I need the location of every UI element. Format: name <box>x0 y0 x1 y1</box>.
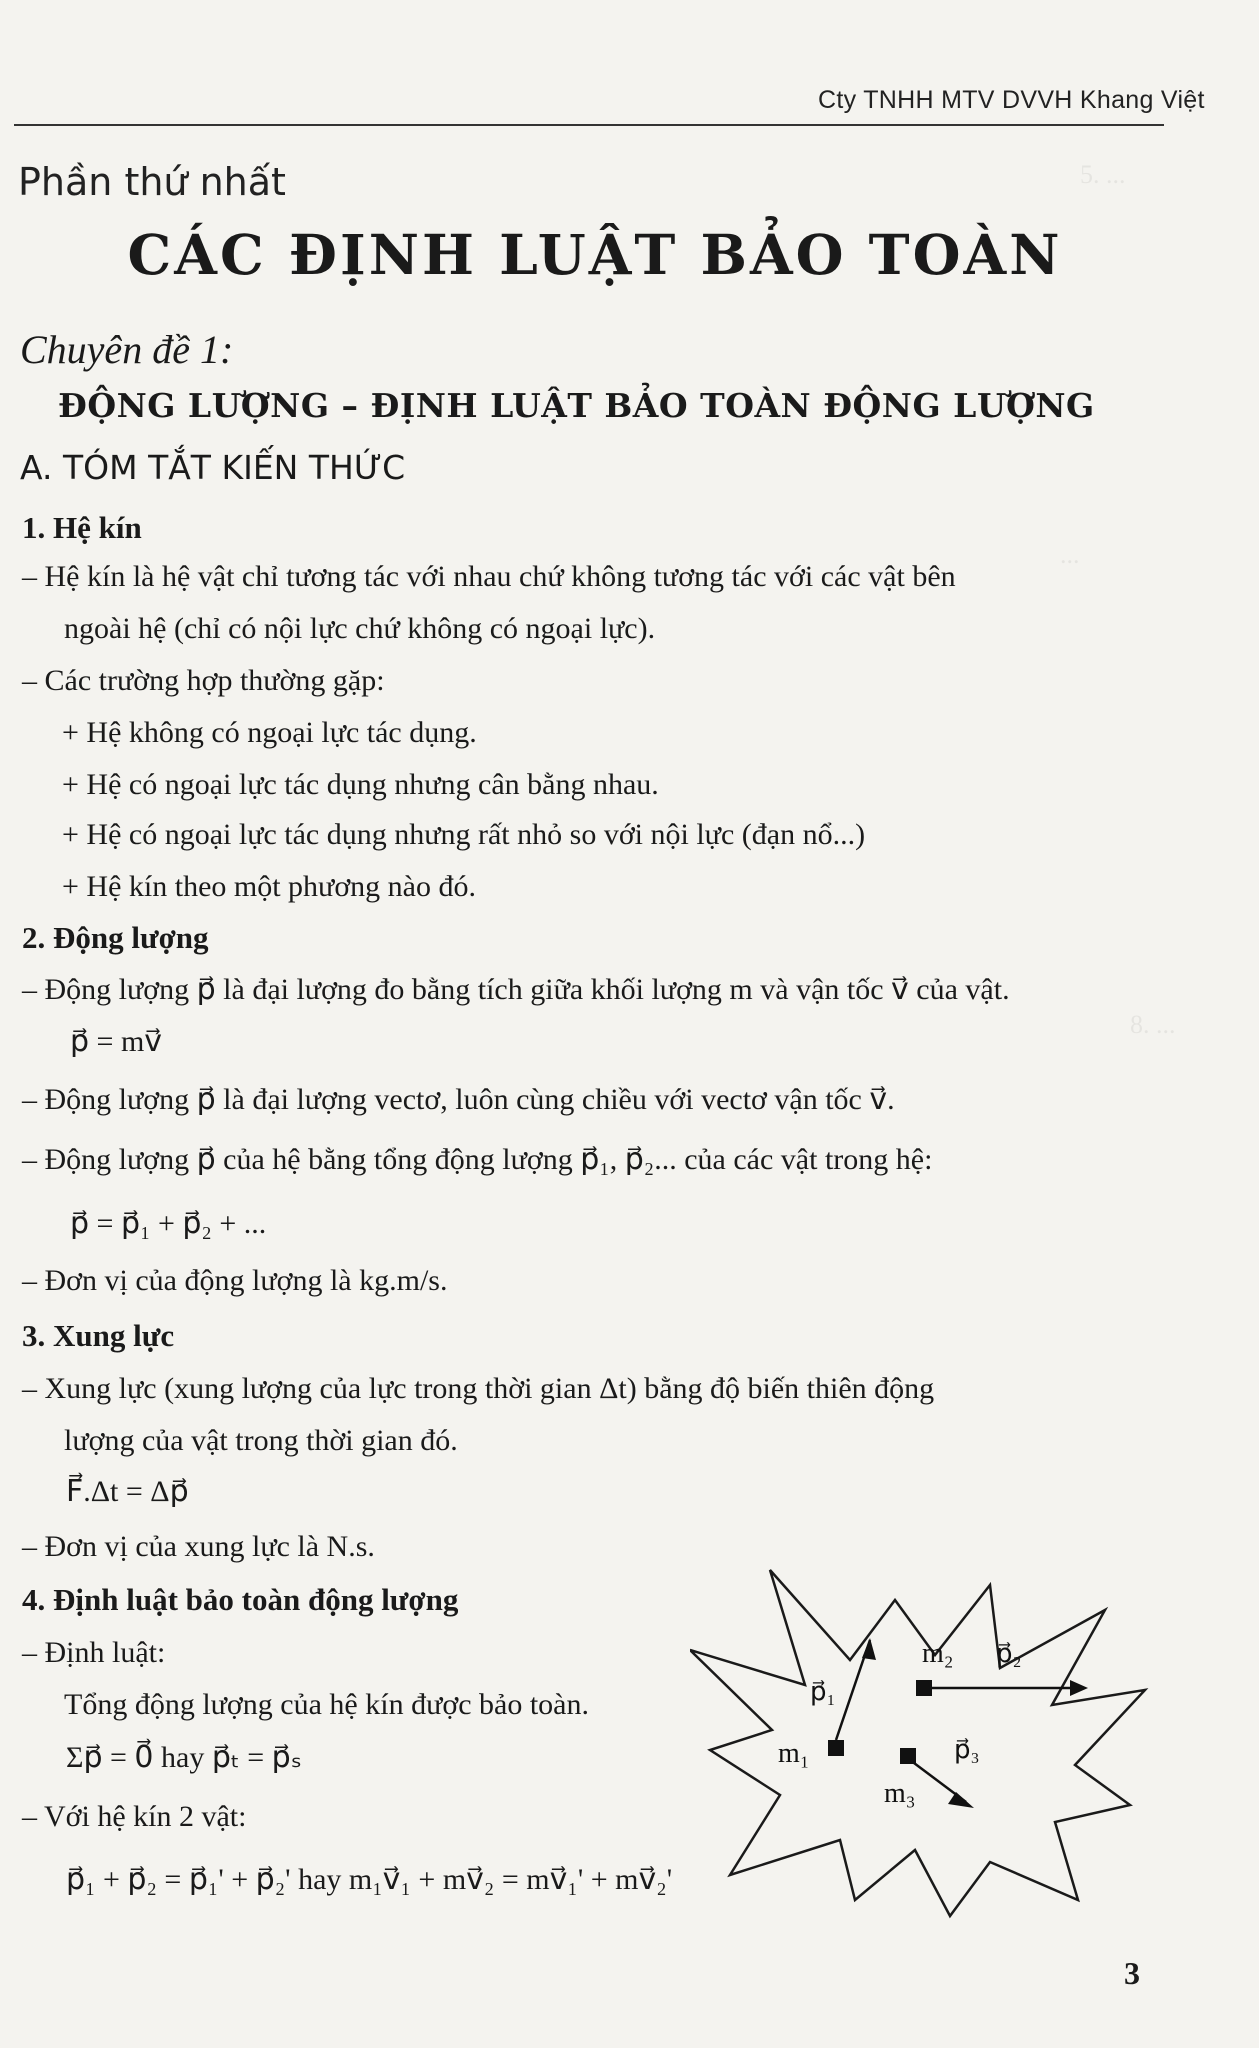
closed-system-def-line1: – Hệ kín là hệ vật chỉ tương tác với nhau chứ không tương tác với các vật bên <box>22 560 956 593</box>
p1-label: p⃗₁ <box>810 1677 836 1706</box>
closed-system-def-line2: ngoài hệ (chỉ có nội lực chứ không có ngoại lực). <box>64 612 656 645</box>
p2-arrowhead <box>1070 1680 1088 1696</box>
momentum-vector-line: – Động lượng p⃗ là đại lượng vectơ, luôn cùng chiều với vectơ vận tốc v⃗. <box>22 1083 895 1116</box>
p2-label: p⃗₂ <box>996 1639 1022 1668</box>
topic-label: Chuyên đề 1: <box>20 327 234 372</box>
momentum-def-line: – Động lượng p⃗ là đại lượng đo bằng tích giữa khối lượng m và vận tốc v⃗ của vật. <box>22 973 1010 1006</box>
case-item-1: + Hệ không có ngoại lực tác dụng. <box>62 716 477 749</box>
mass-m1-block <box>828 1740 844 1756</box>
explosion-diagram <box>690 1540 1150 1920</box>
impulse-def-line1: – Xung lực (xung lượng của lực trong thời gian Δt) bằng độ biến thiên động <box>22 1372 935 1405</box>
impulse-formula: F⃗.Δt = Δp⃗ <box>66 1475 189 1508</box>
section-2-heading: 2. Động lượng <box>22 920 209 955</box>
publisher-header: Cty TNHH MTV DVVH Khang Việt <box>818 86 1205 114</box>
page-number: 3 <box>1124 1955 1140 1991</box>
momentum-unit-line: – Đơn vị của động lượng là kg.m/s. <box>22 1264 448 1297</box>
system-momentum-line: – Động lượng p⃗ của hệ bằng tổng động lượng p⃗₁, p⃗₂... của các vật trong hệ: <box>22 1143 933 1176</box>
law-label: – Định luật: <box>22 1636 166 1669</box>
impulse-def-line2: lượng của vật trong thời gian đó. <box>64 1424 458 1457</box>
mass-m2-block <box>916 1680 932 1696</box>
section-4-heading: 4. Định luật bảo toàn động lượng <box>22 1582 459 1617</box>
system-momentum-formula: p⃗ = p⃗₁ + p⃗₂ + ... <box>70 1207 267 1240</box>
topic-title: ĐỘNG LƯỢNG – ĐỊNH LUẬT BẢO TOÀN ĐỘNG LƯỢNG <box>58 386 1095 425</box>
p3-arrowhead <box>948 1792 974 1808</box>
section-1-heading: 1. Hệ kín <box>22 510 142 545</box>
law-formula: Σp⃗ = 0⃗ hay p⃗ₜ = p⃗ₛ <box>66 1741 302 1774</box>
section-a-heading: A. TÓM TẮT KIẾN THỨC <box>20 448 406 487</box>
explosion-burst-outline <box>690 1570 1145 1916</box>
case-item-2: + Hệ có ngoại lực tác dụng nhưng cân bằng nhau. <box>62 768 659 801</box>
two-body-formula: p⃗₁ + p⃗₂ = p⃗₁' + p⃗₂' hay m₁v⃗₁ + mv⃗₂ = mv⃗₁' + mv⃗₂' <box>66 1863 673 1896</box>
p3-label: p⃗₃ <box>954 1735 980 1764</box>
m3-label: m₃ <box>884 1778 916 1809</box>
two-body-label: – Với hệ kín 2 vật: <box>22 1800 247 1833</box>
m1-label: m₁ <box>778 1738 810 1769</box>
main-title: CÁC ĐỊNH LUẬT BẢO TOÀN <box>127 222 1063 287</box>
case-item-3: + Hệ có ngoại lực tác dụng nhưng rất nhỏ so với nội lực (đạn nổ...) <box>62 818 866 851</box>
section-3-heading: 3. Xung lực <box>22 1318 175 1353</box>
momentum-formula: p⃗ = mv⃗ <box>70 1025 163 1058</box>
m2-label: m₂ <box>922 1638 954 1669</box>
part-label: Phần thứ nhất <box>18 160 286 204</box>
case-item-4: + Hệ kín theo một phương nào đó. <box>62 870 476 903</box>
impulse-unit-line: – Đơn vị của xung lực là N.s. <box>22 1530 375 1563</box>
header-rule <box>14 124 1164 126</box>
law-statement: Tổng động lượng của hệ kín được bảo toàn. <box>64 1688 589 1721</box>
common-cases-intro: – Các trường hợp thường gặp: <box>22 664 385 697</box>
